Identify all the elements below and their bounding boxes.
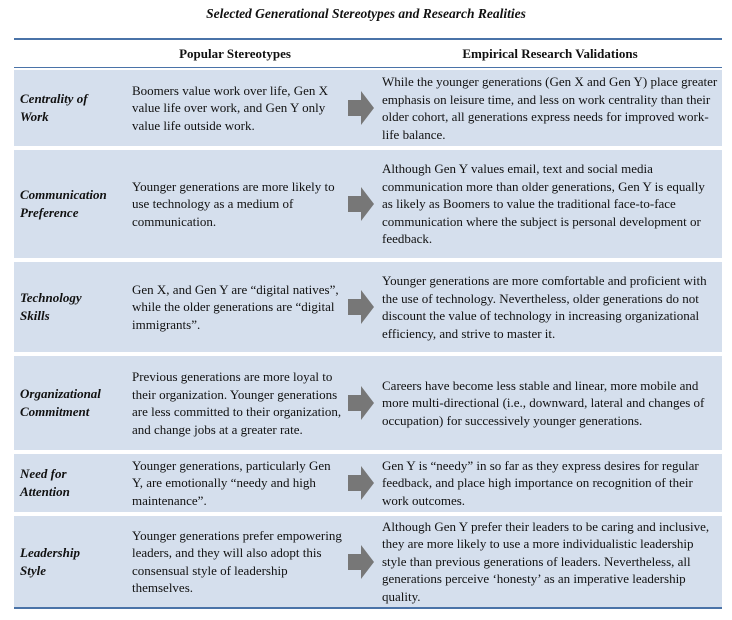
row-validation: Although Gen Y prefer their leaders to be caring and inclusive, they are more likely to use a more individualistic leadership style than previous generations of leaders. Nevertheless, all generations perceive ‘honesty’ as an imperative leadership quality. [382, 518, 710, 604]
table-row [14, 150, 722, 258]
arrow-right-icon [346, 150, 376, 258]
row-category: Organizational Commitment [20, 386, 101, 419]
header-rule [14, 67, 722, 68]
table-title: Selected Generational Stereotypes and Research Realities [206, 6, 526, 21]
header-validations: Empirical Research Validations [462, 46, 638, 61]
row-category: Technology Skills [20, 290, 82, 323]
row-category: Need for Attention [20, 466, 70, 499]
row-stereotype: Previous generations are more loyal to their organization. Younger generations are less committed to their organization, and change jobs at a greater rate. [132, 369, 342, 437]
arrow-right-icon [346, 356, 376, 450]
row-validation: While the younger generations (Gen X and Gen Y) place greater emphasis on leisure time, and less on work centrality than their older cohort, all generations express needs for improved work-life balance. [382, 74, 718, 142]
row-validation: Younger generations are more comfortable and proficient with the use of technology. Nevertheless, older generations do not discount the value of technology in increasing organizational efficiency, and strive to master it. [382, 273, 707, 341]
row-category: Communication Preference [20, 187, 107, 220]
row-stereotype: Boomers value work over life, Gen X value life over work, and Gen Y only value life outside work. [132, 82, 329, 133]
table-row [14, 454, 722, 512]
table-header [14, 40, 722, 67]
table-row [14, 70, 722, 146]
arrow-right-icon [346, 262, 376, 352]
arrow-right-icon [346, 70, 376, 146]
table-row [14, 262, 722, 352]
arrow-right-icon [346, 516, 376, 607]
row-validation: Gen Y is “needy” in so far as they express desires for regular feedback, and place high importance on recognition of their work outcomes. [382, 457, 699, 508]
table-row [14, 356, 722, 450]
row-stereotype: Younger generations are more likely to use technology as a medium of communication. [132, 178, 335, 229]
bottom-rule [14, 607, 722, 609]
row-stereotype: Younger generations, particularly Gen Y, are emotionally “needy and high maintenance”. [132, 457, 331, 508]
arrow-right-icon [346, 454, 376, 512]
row-stereotype: Younger generations prefer empowering leaders, and they will also adopt this consensual style of leadership themselves. [132, 527, 342, 595]
row-category: Centrality of Work [20, 91, 88, 124]
row-category: Leadership Style [20, 544, 80, 578]
row-stereotype: Gen X, and Gen Y are “digital natives”, while the older generations are “digital immigrants”. [132, 281, 339, 332]
table-row [14, 516, 722, 607]
row-validation: Although Gen Y values email, text and social media communication more than older generations, Gen Y is equally as likely as Boomers to value the traditional face-to-face communication where the subject is personal development or feedback. [382, 161, 705, 247]
row-validation: Careers have become less stable and linear, more mobile and more multi-directional (i.e., downward, lateral and changes of occupation) for successively younger generations. [382, 377, 705, 428]
header-stereotypes: Popular Stereotypes [179, 46, 291, 61]
